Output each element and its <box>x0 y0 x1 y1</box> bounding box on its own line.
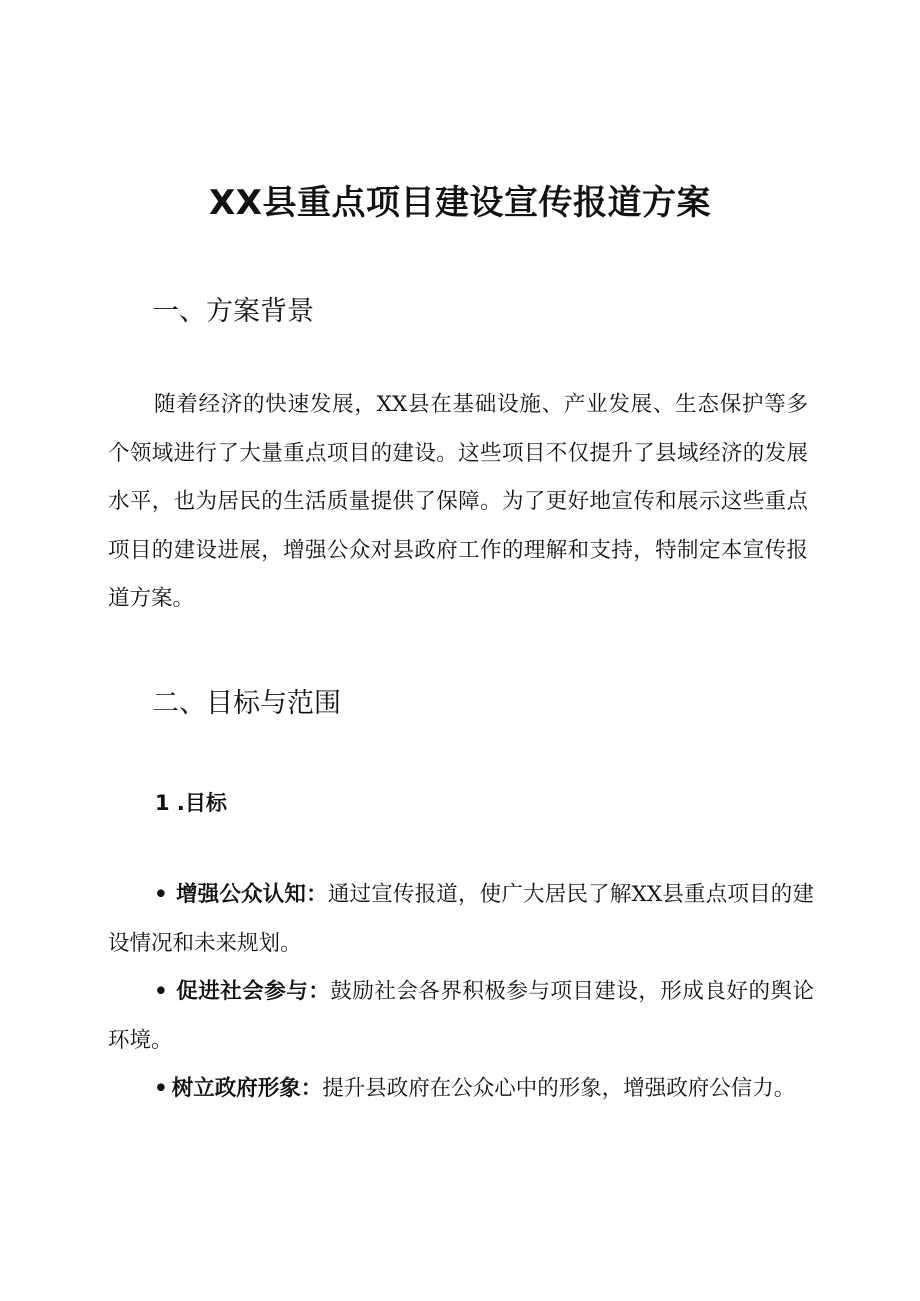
goals-list <box>108 871 814 1114</box>
bullet-icon: • <box>154 882 168 907</box>
goal-text: 提升县政府在公众心中的形象，增强政府公信力。 <box>322 1076 796 1101</box>
goal-lead: 增强公众认知： <box>175 882 328 907</box>
section-heading-background: 一、方案背景 <box>152 296 314 327</box>
goal-text: 鼓励社会各界积极参与项目建设，形成良好的舆论环境。 <box>108 979 814 1053</box>
goal-text: 通过宣传报道，使广大居民了解XX县重点项目的建设情况和未来规划。 <box>108 882 814 956</box>
document-title: XX县重点项目建设宣传报道方案 <box>209 183 711 223</box>
goal-lead: 树立政府形象： <box>171 1076 323 1101</box>
subheading-goals: 1 .目标 <box>155 791 227 815</box>
background-paragraph: 随着经济的快速发展，XX县在基础设施、产业发展、生态保护等多个领域进行了大量重点项目的建设。这些项目不仅提升了县域经济的发展水平，也为居民的生活质量提供了保障。为了更好地宣传和展示这些重点项目的建设进展，增强公众对县政府工作的理解和支持，特制定本宣传报道方案。 <box>108 392 808 611</box>
goal-item <box>108 1065 814 1114</box>
bullet-icon: • <box>154 1076 168 1101</box>
goal-item <box>108 968 814 1065</box>
bullet-icon: • <box>154 979 168 1004</box>
goal-lead: 促进社会参与： <box>175 979 331 1004</box>
section-heading-goals-scope: 二、目标与范围 <box>152 688 341 719</box>
goal-item <box>108 871 814 968</box>
